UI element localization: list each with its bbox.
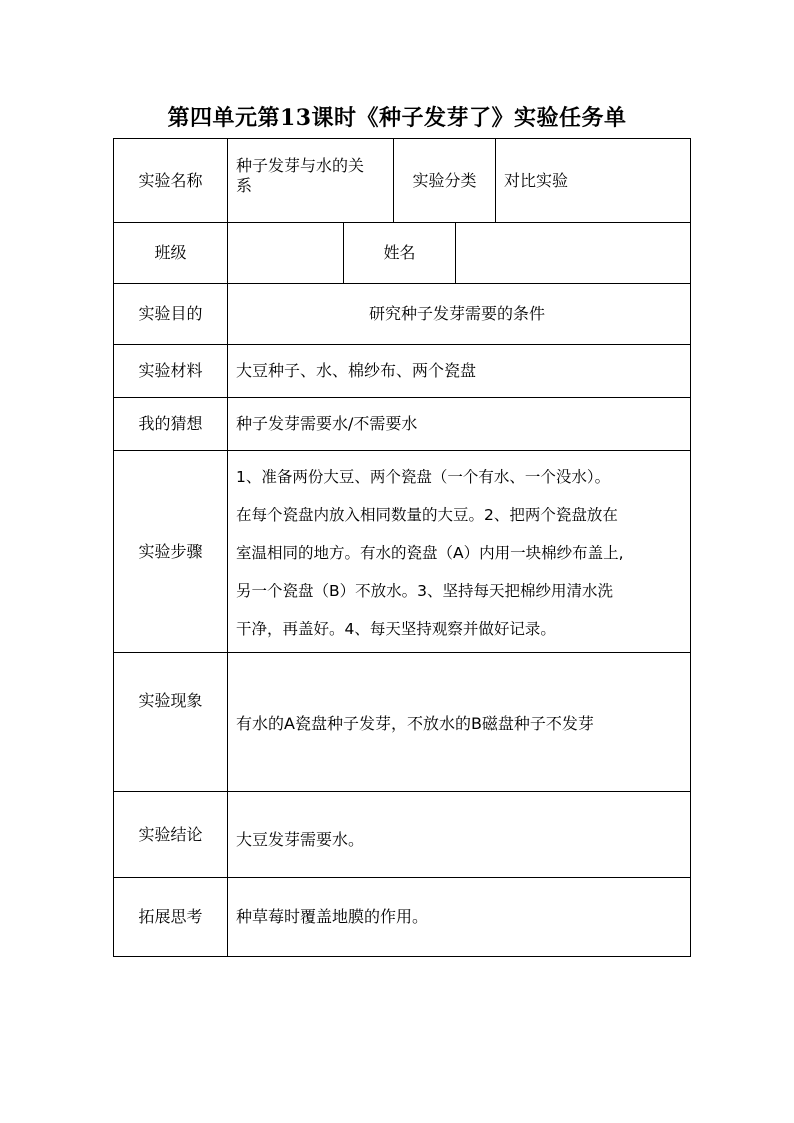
experiment-name-label: 实验名称 (138, 170, 203, 190)
class-label: 班级 (154, 243, 187, 262)
steps-line-4: 另一个瓷盘（B）不放水。3、坚持每天把棉纱用清水洗 (236, 582, 613, 600)
student-name-label: 姓名 (343, 223, 455, 283)
steps-value (227, 451, 690, 652)
experiment-name-line-1: 种子发芽与水的关 (236, 156, 365, 175)
purpose-label: 实验目的 (138, 304, 203, 323)
hypothesis-value: 种子发芽需要水/不需要水 (227, 398, 690, 450)
row-purpose (114, 283, 690, 344)
steps-line-2: 在每个瓷盘内放入相同数量的大豆。2、把两个瓷盘放在 (236, 506, 618, 524)
materials-label: 实验材料 (138, 361, 203, 380)
task-sheet-table (113, 138, 691, 957)
extension-label: 拓展思考 (138, 907, 203, 926)
row-conclusion (114, 791, 690, 877)
experiment-category-value: 对比实验 (495, 139, 690, 222)
experiment-name-value (227, 139, 393, 222)
hypothesis-label: 我的猜想 (138, 414, 203, 433)
materials-value: 大豆种子、水、棉纱布、两个瓷盘 (227, 345, 690, 397)
conclusion-label: 实验结论 (138, 824, 203, 844)
conclusion-value: 大豆发芽需要水。 (227, 792, 690, 877)
steps-label: 实验步骤 (138, 541, 203, 561)
phenomenon-label-cell (114, 653, 227, 791)
experiment-category-label: 实验分类 (393, 139, 495, 222)
row-phenomenon (114, 652, 690, 791)
extension-value: 种草莓时覆盖地膜的作用。 (227, 878, 690, 956)
experiment-name-line-2: 系 (236, 176, 253, 195)
phenomenon-value-cell (227, 653, 690, 791)
steps-line-1: 1、准备两份大豆、两个瓷盘（一个有水、一个没水）。 (236, 468, 611, 486)
page-title: 第四单元第13课时《种子发芽了》实验任务单 (167, 105, 627, 131)
row-steps (114, 450, 690, 652)
row-experiment-name (114, 139, 690, 222)
phenomenon-value: 有水的A瓷盘种子发芽，不放水的B磁盘种子不发芽 (236, 714, 594, 733)
student-name-value[interactable] (455, 223, 690, 283)
class-value[interactable] (227, 223, 343, 283)
steps-line-3: 室温相同的地方。有水的瓷盘（A）内用一块棉纱布盖上, (236, 544, 624, 562)
row-class (114, 222, 690, 283)
phenomenon-label: 实验现象 (138, 691, 203, 710)
steps-line-5: 干净，再盖好。4、每天坚持观察并做好记录。 (236, 620, 556, 638)
purpose-value: 研究种子发芽需要的条件 (227, 284, 690, 344)
row-extension (114, 877, 690, 956)
row-hypothesis (114, 397, 690, 450)
row-materials (114, 344, 690, 397)
